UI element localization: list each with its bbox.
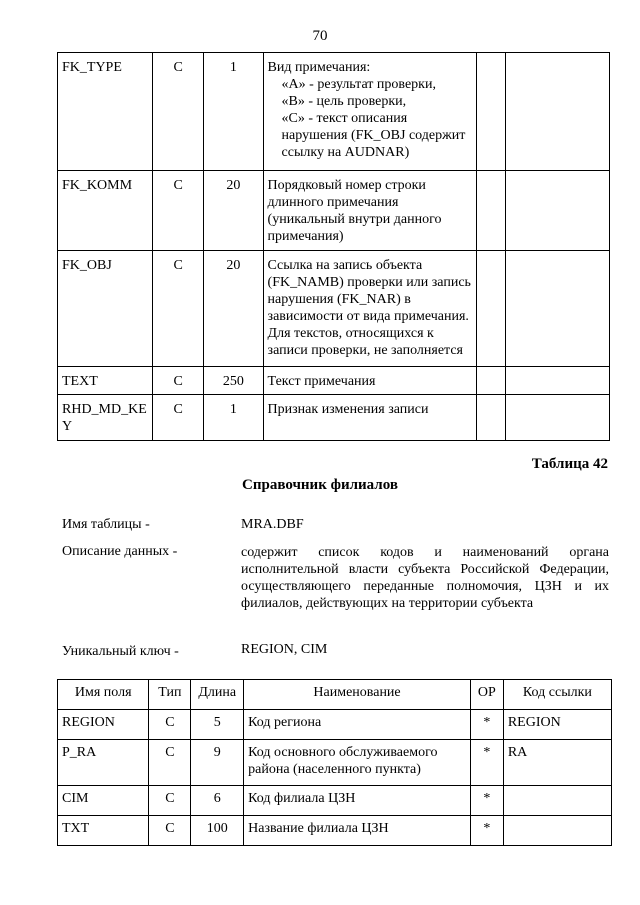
branches-fields-table [57,679,612,846]
field-description: Код филиала ЦЗН [244,786,471,816]
field-type: C [149,740,191,786]
field-type: C [149,786,191,816]
empty-cell [506,395,610,441]
field-type: C [153,395,204,441]
field-length: 1 [204,395,263,441]
empty-cell [506,171,610,251]
empty-cell [477,53,506,171]
header-op: ОР [470,680,503,710]
field-length: 6 [191,786,244,816]
table-row [58,816,612,846]
field-type: C [153,171,204,251]
field-name: P_RA [58,740,149,786]
field-name: FK_TYPE [58,53,153,171]
header-type: Тип [149,680,191,710]
table-row [58,395,610,441]
table-row [58,740,612,786]
table-header-row [58,680,612,710]
field-name: RHD_MD_KEY [58,395,153,441]
table-row [58,171,610,251]
page-number: 70 [312,28,328,44]
description-line: «C» - текст описания нарушения (FK_OBJ содержит ссылку на AUDNAR) [281,111,466,160]
field-type: C [149,710,191,740]
field-length: 250 [204,367,263,395]
field-description: Ссылка на запись объекта (FK_NAMB) проверки или запись нарушения (FK_NAR) в зависимости от вида примечания. Для текстов, относящихся к записи проверки, не заполняется [263,251,477,367]
field-name: CIM [58,786,149,816]
field-op: * [470,786,503,816]
fields-table-continued [57,52,610,441]
field-length: 20 [204,171,263,251]
field-op: * [470,816,503,846]
field-length: 20 [204,251,263,367]
data-description-value: содержит список кодов и наименований органа исполнительной власти субъекта Российской Федерации, осуществляющего переданные полномочия, ЦЗН и их филиалов, действующих на территории субъекта [241,545,609,611]
field-description: Код основного обслуживаемого района (населенного пункта) [244,740,471,786]
field-reference: REGION [503,710,611,740]
field-type: C [149,816,191,846]
empty-cell [477,171,506,251]
empty-cell [477,251,506,367]
field-name: FK_OBJ [58,251,153,367]
field-description: Текст примечания [263,367,477,395]
empty-cell [506,251,610,367]
field-op: * [470,710,503,740]
field-reference: RA [503,740,611,786]
table-row [58,251,610,367]
header-field-name: Имя поля [58,680,149,710]
field-length: 100 [191,816,244,846]
header-name: Наименование [244,680,471,710]
field-description [263,53,477,171]
description-line: «A» - результат проверки, [281,77,436,92]
field-op: * [470,740,503,786]
field-description: Признак изменения записи [263,395,477,441]
field-length: 1 [204,53,263,171]
table-row [58,367,610,395]
field-description: Порядковый номер строки длинного примечания (уникальный внутри данного примечания) [263,171,477,251]
empty-cell [506,53,610,171]
unique-key-value: REGION, CIM [241,642,328,657]
header-length: Длина [191,680,244,710]
description-line: Вид примечания: [267,60,371,75]
table-title: Справочник филиалов [242,477,398,493]
empty-cell [477,395,506,441]
field-type: C [153,53,204,171]
field-reference [503,786,611,816]
field-name: FK_KOMM [58,171,153,251]
empty-cell [477,367,506,395]
table-row [58,786,612,816]
header-reference-code: Код ссылки [503,680,611,710]
table-row [58,710,612,740]
field-name: TXT [58,816,149,846]
field-reference [503,816,611,846]
field-type: C [153,367,204,395]
field-description: Код региона [244,710,471,740]
field-length: 9 [191,740,244,786]
description-line: «B» - цель проверки, [281,94,407,109]
table-name-value: MRA.DBF [241,517,304,532]
table-number-label: Таблица 42 [531,456,608,472]
data-description-label: Описание данных - [62,544,178,559]
field-length: 5 [191,710,244,740]
field-name: TEXT [58,367,153,395]
field-name: REGION [58,710,149,740]
field-type: C [153,251,204,367]
field-description: Название филиала ЦЗН [244,816,471,846]
unique-key-label: Уникальный ключ - [62,644,179,659]
table-name-label: Имя таблицы - [62,517,150,532]
empty-cell [506,367,610,395]
table-row [58,53,610,171]
